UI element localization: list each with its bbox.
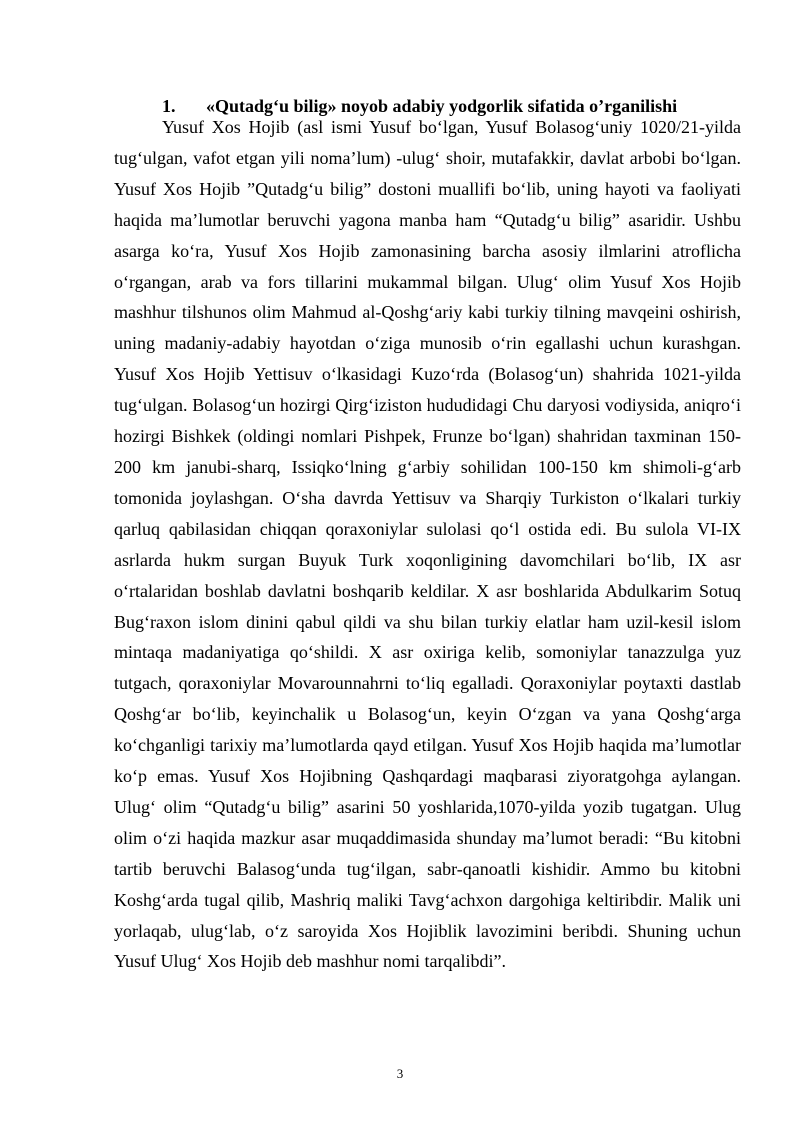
- page-number: 3: [396, 1066, 404, 1081]
- section-number: 1.: [162, 96, 176, 116]
- section-title: «Qutadg‘u bilig» noyob adabiy yodgorlik sifatida o’rganilishi: [206, 96, 678, 116]
- body-paragraph: Yusuf Xos Hojib (asl ismi Yusuf bo‘lgan, Yusuf Bolasog‘uniy 1020/21-yilda tug‘ulgan, vafot etgan yili noma’lum) -ulug‘ shoir, mutafakkir, davlat arbobi bo‘lgan. Yusuf Xos Hojib ”Qutadg‘u bilig” dostoni muallifi bo‘lib, uning hayoti va faoliyati haqida ma’lumotlar beruvchi yagona manba ham “Qutadg‘u bilig” asaridir. Ushbu asarga ko‘ra, Yusuf Xos Hojib zamonasining barcha asosiy ilmlarini atroflicha o‘rgangan, arab va fors tillarini mukammal bilgan. Ulug‘ olim Yusuf Xos Hojib mashhur tilshunos olim Mahmud al-Qoshg‘ariy kabi turkiy tilning mavqeini oshirish, uning madaniy-adabiy hayotdan o‘ziga munosib o‘rin egallashi uchun kurashgan. Yusuf Xos Hojib Yettisuv o‘lkasidagi Kuzo‘rda (Bolasog‘un) shahrida 1021-yilda tug‘ulgan. Bolasog‘un hozirgi Qirg‘iziston hududidagi Chu daryosi vodiysida, aniqro‘i hozirgi Bishkek (oldingi nomlari Pishpek, Frunze bo‘lgan) shahridan taxminan 150-200 km janubi-sharq, Issiqko‘lning g‘arbiy sohilidan 100-150 km shimoli-g‘arb tomonida joylashgan. O‘sha davrda Yettisuv va Sharqiy Turkiston o‘lkalari turkiy qarluq qabilasidan chiqqan qoraxoniylar sulolasi qo‘l ostida edi. Bu sulola VI-IX asrlarda hukm surgan Buyuk Turk xoqonligining davomchilari bo‘lib, IX asr o‘rtalaridan boshlab davlatni boshqarib keldilar. X asr boshlarida Abdulkarim Sotuq Bug‘raxon islom dinini qabul qildi va shu bilan turkiy elatlar ham uzil-kesil islom mintaqa madaniyatiga qo‘shildi. X asr oxiriga kelib, somoniylar tanazzulga yuz tutgach, qoraxoniylar Movarounnahrni to‘liq egalladi. Qoraxoniylar poytaxti dastlab Qoshg‘ar bo‘lib, keyinchalik u Bolasog‘un, keyin O‘zgan va yana Qoshg‘arga ko‘chganligi tarixiy ma’lumotlarda qayd etilgan. Yusuf Xos Hojib haqida ma’lumotlar ko‘p emas. Yusuf Xos Hojibning Qashqardagi maqbarasi ziyoratgohga aylangan. Ulug‘ olim “Qutadg‘u bilig” asarini 50 yoshlarida,1070-yilda yozib tugatgan. Ulug olim o‘zi haqida mazkur asar muqaddimasida shunday ma’lumot beradi: “Bu kitobni tartib beruvchi Balasog‘unda tug‘ilgan, sabr-qanoatli kishidir. Ammo bu kitobni Koshg‘arda tugal qilib, Mashriq maliki Tavg‘achxon dargohiga keltiribdir. Malik uni yorlaqab, ulug‘lab, o‘z saroyida Xos Hojiblik lavozimini beribdi. Shuning uchun Yusuf Ulug‘ Xos Hojib deb mashhur nomi tarqalibdi”.: [114, 117, 741, 972]
